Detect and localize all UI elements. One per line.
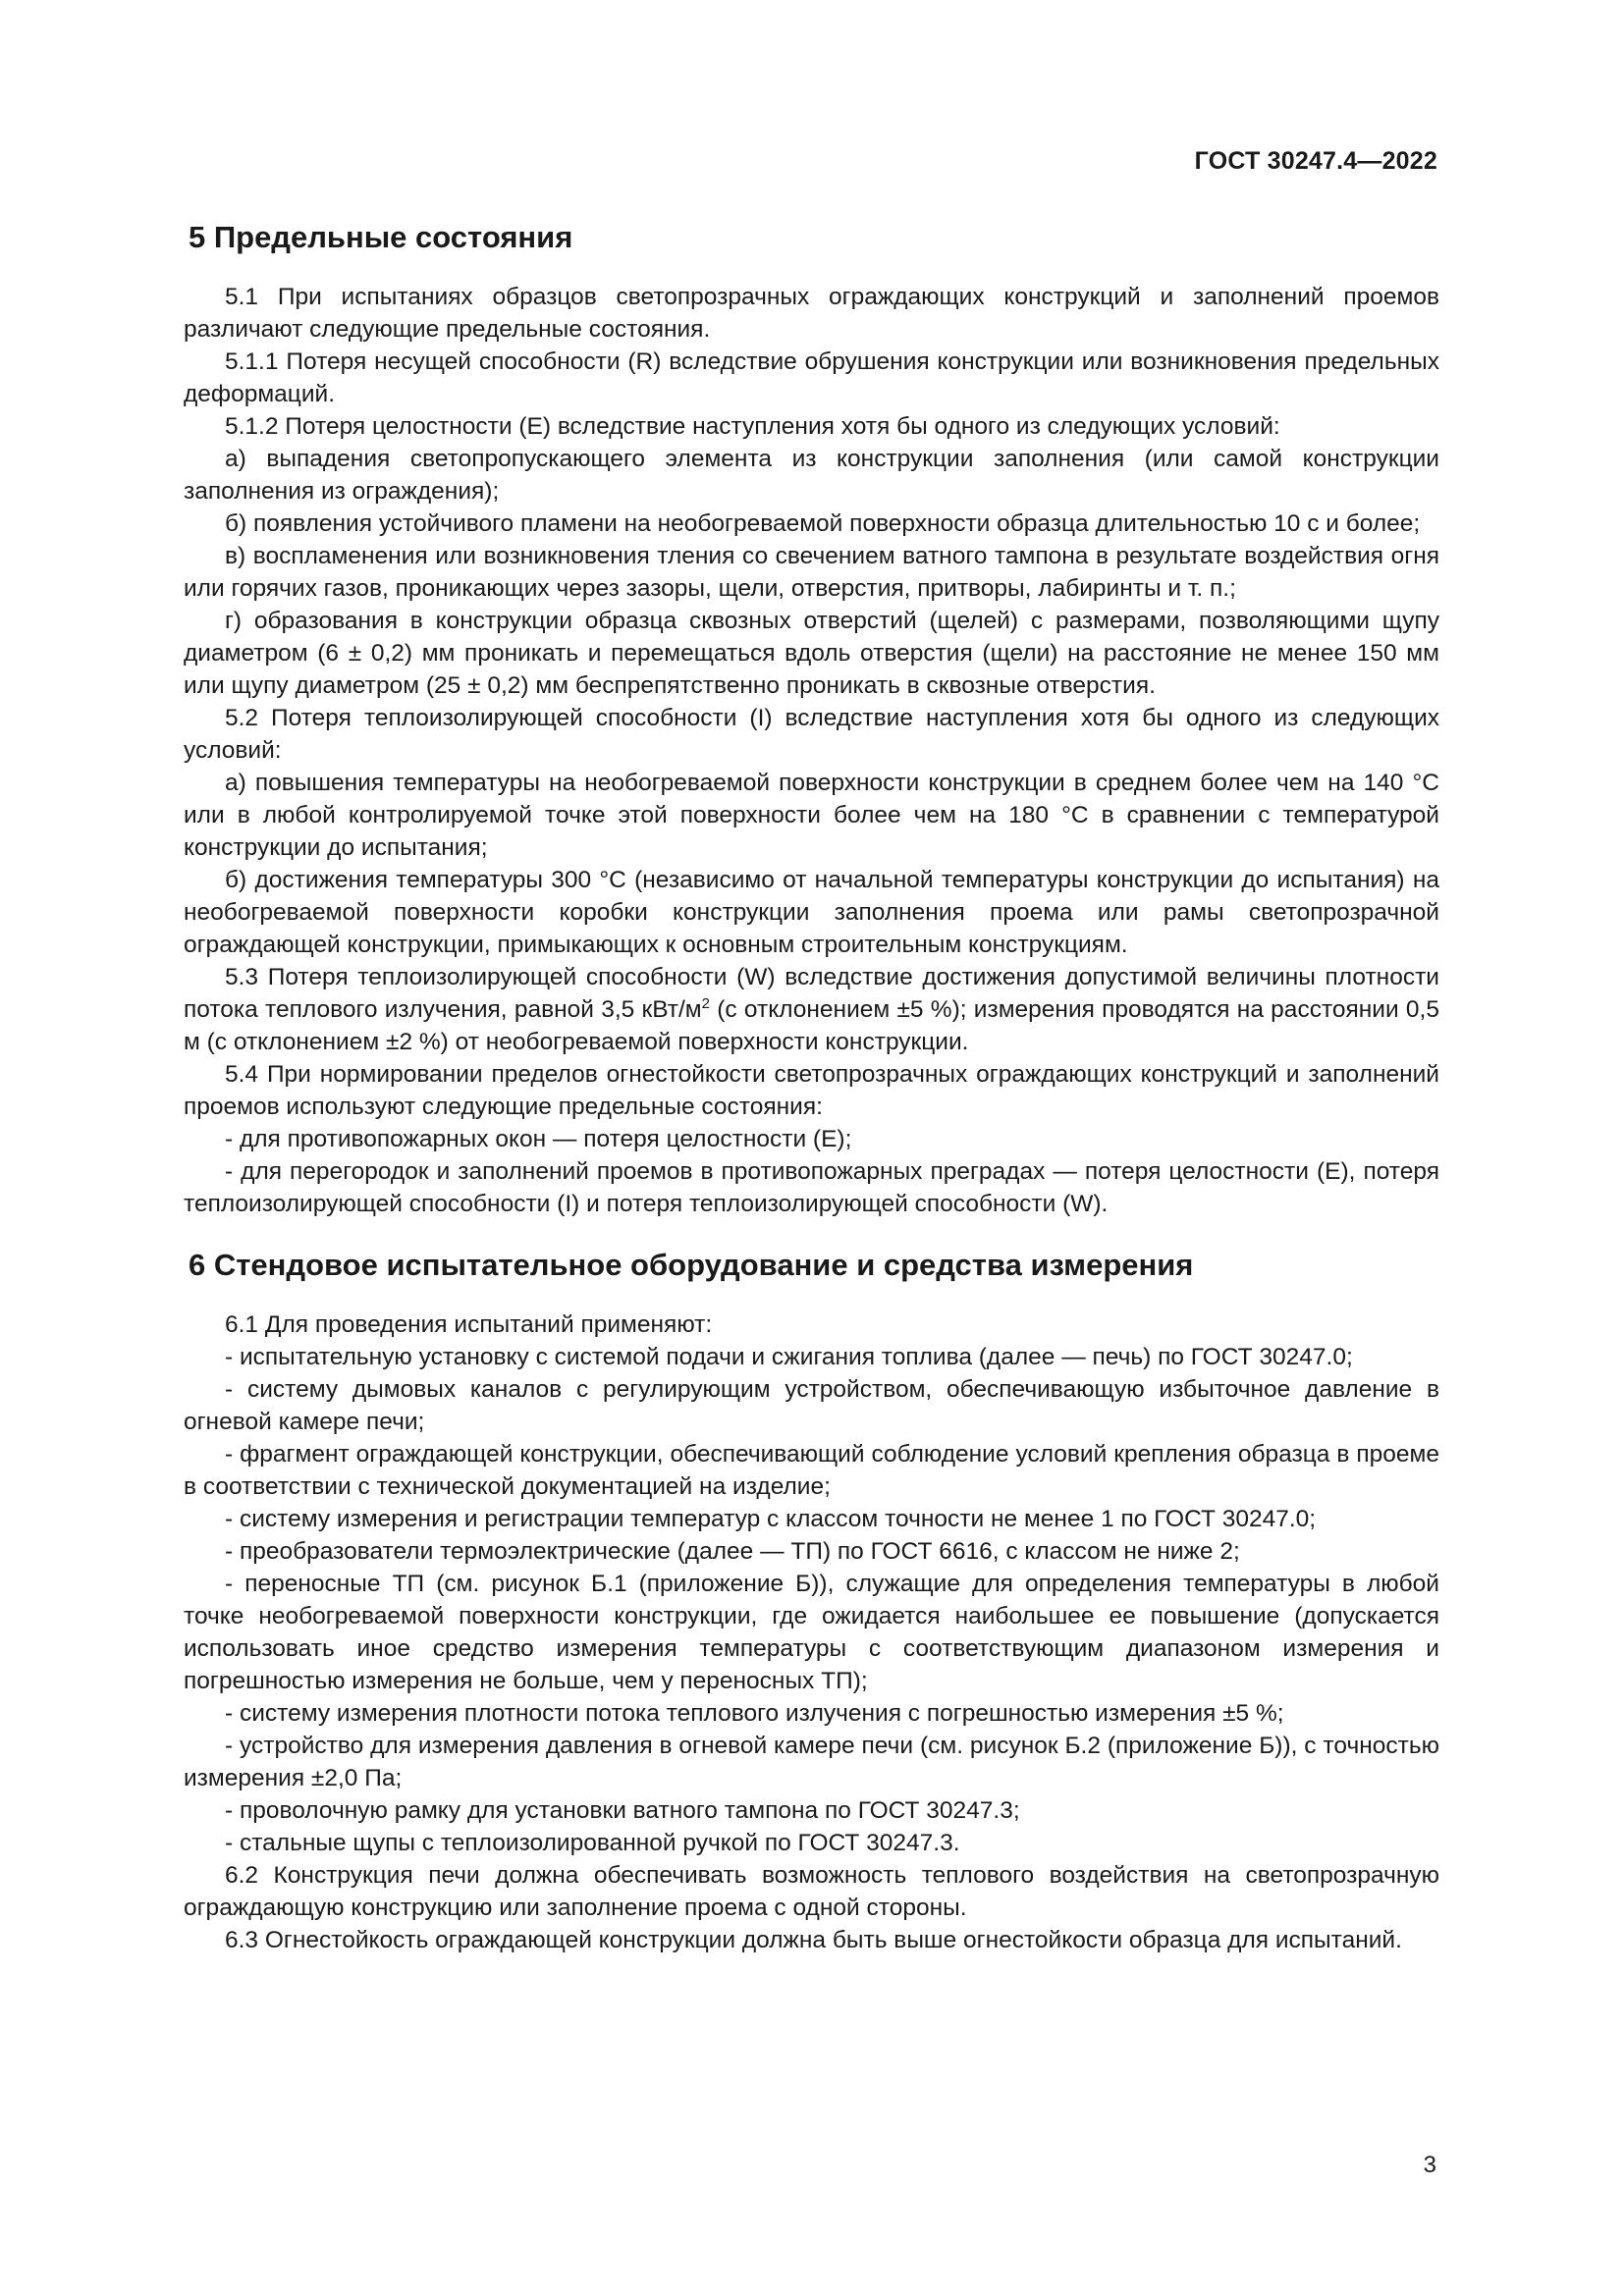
list-item-5-1-2-g: г) образования в конструкции образца сквозных отверстий (щелей) с размерами, позволяющими щупу диаметром (6 ± 0,2) мм проникать и перемещаться вдоль отверстия (щели) на расстояние не менее 150 мм или щупу диаметром (25 ± 0,2) мм беспрепятственно проникать в сквозные отверстия. bbox=[184, 608, 1439, 699]
paragraph-5-3-text-end: (с отклонением ±5 %); измерения проводятся на расстоянии 0,5 м (с отклонением ±2 %) от необогреваемой поверхности конструкции. bbox=[184, 996, 1439, 1055]
section-6-title: 6 Стендовое испытательное оборудование и средства измерения bbox=[189, 1248, 1194, 1282]
paragraph-5-1-1: 5.1.1 Потеря несущей способности (R) вследствие обрушения конструкции или возникновения предельных деформаций. bbox=[184, 348, 1439, 407]
superscript-2: 2 bbox=[701, 994, 710, 1012]
page-content bbox=[184, 218, 1439, 1956]
list-item-5-1-2-b: б) появления устойчивого пламени на необогреваемой поверхности образца длительностью 10 с и более; bbox=[225, 510, 1421, 537]
paragraph-5-3-text-start: 5.3 Потеря теплоизолирующей способности (W) вследствие достижения допустимой величины плотности потока теплового излучения, равной 3,5 кВт/м bbox=[184, 964, 1439, 1023]
list-item-5-2-b: б) достижения температуры 300 °С (независимо от начальной температуры конструкции до испытания) на необогреваемой поверхности коробки конструкции заполнения проема или рамы светопрозрачной ограждающей конструкции, примыкающих к основным строительным конструкциям. bbox=[184, 867, 1439, 958]
list-item-6-1-furnace: - испытательную установку с системой подачи и сжигания топлива (далее — печь) по ГОСТ 30247.0; bbox=[225, 1344, 1353, 1370]
list-item-6-1-thermocouples: - преобразователи термоэлектрические (далее — ТП) по ГОСТ 6616, с классом не ниже 2; bbox=[225, 1538, 1240, 1565]
list-item-6-1-temperature-system: - систему измерения и регистрации температур с классом точности не менее 1 по ГОСТ 30247.0; bbox=[225, 1506, 1317, 1532]
list-item-5-4-windows: - для противопожарных окон — потеря целостности (Е); bbox=[225, 1126, 852, 1152]
paragraph-6-2: 6.2 Конструкция печи должна обеспечивать возможность теплового воздействия на светопрозрачную ограждающую конструкцию или заполнение проема с одной стороны. bbox=[184, 1862, 1439, 1921]
list-item-5-1-2-v: в) воспламенения или возникновения тления со свечением ватного тампона в результате воздействия огня или горячих газов, проникающих через зазоры, щели, отверстия, притворы, лабиринты и т. п.; bbox=[184, 543, 1439, 602]
page-number: 3 bbox=[1423, 2152, 1436, 2178]
list-item-5-4-partitions: - для перегородок и заполнений проемов в противопожарных преградах — потеря целостности (Е), потеря теплоизолирующей способности (I) и потеря теплоизолирующей способности (W). bbox=[184, 1158, 1439, 1217]
list-item-6-1-fragment: - фрагмент ограждающей конструкции, обеспечивающий соблюдение условий крепления образца в проеме в соответствии с технической документацией на изделие; bbox=[184, 1441, 1439, 1500]
paragraph-5-3 bbox=[184, 961, 1439, 1058]
paragraph-6-1: 6.1 Для проведения испытаний применяют: bbox=[225, 1311, 713, 1338]
paragraph-5-2: 5.2 Потеря теплоизолирующей способности (I) вследствие наступления хотя бы одного из следующих условий: bbox=[184, 705, 1439, 764]
paragraph-5-4: 5.4 При нормировании пределов огнестойкости светопрозрачных ограждающих конструкций и заполнений проемов используют следующие предельные состояния: bbox=[184, 1061, 1439, 1120]
list-item-6-1-radiation-system: - систему измерения плотности потока теплового излучения с погрешностью измерения ±5 %; bbox=[225, 1700, 1284, 1727]
list-item-5-1-2-a: а) выпадения светопропускающего элемента из конструкции заполнения (или самой конструкции заполнения из ограждения); bbox=[184, 446, 1439, 505]
document-code: ГОСТ 30247.4—2022 bbox=[1194, 147, 1437, 175]
list-item-6-1-pressure-device: - устройство для измерения давления в огневой камере печи (см. рисунок Б.2 (приложение Б)), с точностью измерения ±2,0 Па; bbox=[184, 1733, 1439, 1791]
list-item-6-1-portable-tp: - переносные ТП (см. рисунок Б.1 (приложение Б)), служащие для определения температуры в любой точке необогреваемой поверхности конструкции, где ожидается наибольшее ее повышение (допускается использовать иное средство измерения температуры с соответствующим диапазоном измерения и погрешностью измерения не больше, чем у переносных ТП); bbox=[184, 1571, 1439, 1694]
list-item-6-1-steel-probes: - стальные щупы с теплоизолированной ручкой по ГОСТ 30247.3. bbox=[225, 1830, 960, 1856]
paragraph-5-1: 5.1 При испытаниях образцов светопрозрачных ограждающих конструкций и заполнений проемов различают следующие предельные состояния. bbox=[184, 284, 1439, 343]
list-item-6-1-wire-frame: - проволочную рамку для установки ватного тампона по ГОСТ 30247.3; bbox=[225, 1797, 1020, 1824]
list-item-5-2-a: а) повышения температуры на необогреваемой поверхности конструкции в среднем более чем на 140 °С или в любой контролируемой точке этой поверхности более чем на 180 °С в сравнении с температурой конструкции до испытания; bbox=[184, 770, 1439, 861]
list-item-6-1-smoke-channels: - систему дымовых каналов с регулирующим устройством, обеспечивающую избыточное давление в огневой камере печи; bbox=[184, 1376, 1439, 1435]
paragraph-6-3: 6.3 Огнестойкость ограждающей конструкции должна быть выше огнестойкости образца для испытаний. bbox=[225, 1927, 1402, 1953]
section-5-title: 5 Предельные состояния bbox=[189, 220, 573, 254]
paragraph-5-1-2: 5.1.2 Потеря целостности (Е) вследствие наступления хотя бы одного из следующих условий: bbox=[225, 413, 1280, 440]
